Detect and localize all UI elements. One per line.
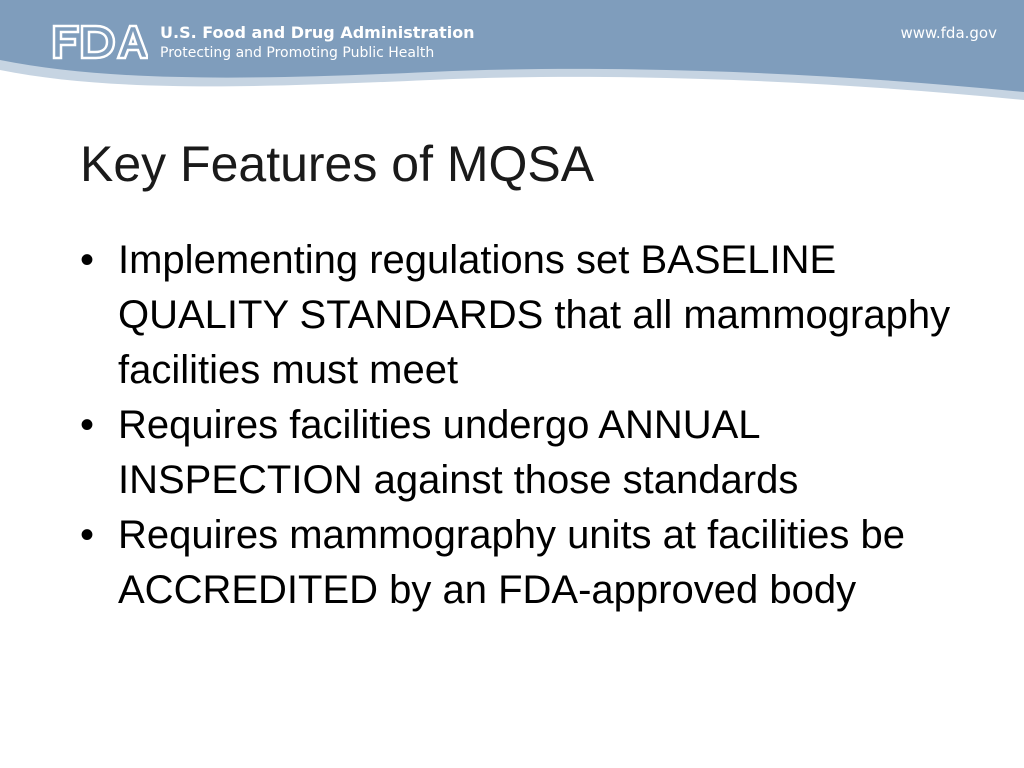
bullet-item: [78, 508, 978, 618]
bullet-point-icon: •: [80, 403, 95, 447]
header-swoosh: [0, 0, 1024, 110]
header-banner: [0, 0, 1024, 110]
bullet-item: [78, 233, 978, 398]
slide-title: Key Features of MQSA: [80, 136, 595, 192]
fda-logo-icon: [52, 22, 148, 62]
bullet-point-icon: •: [80, 238, 95, 282]
bullet-text: Requires mammography units at facilities be ACCREDITED by an FDA-approved body: [118, 513, 906, 612]
bullet-point-icon: •: [80, 513, 95, 557]
agency-name: U.S. Food and Drug Administration: [160, 23, 475, 42]
agency-tagline: Protecting and Promoting Public Health: [160, 45, 435, 61]
website-link[interactable]: www.fda.gov: [900, 24, 997, 42]
bullet-list: [78, 233, 978, 618]
bullet-item: [78, 398, 978, 508]
bullet-text: Requires facilities undergo ANNUAL INSPECTION against those standards: [118, 403, 799, 502]
bullet-text: Implementing regulations set BASELINE QUALITY STANDARDS that all mammography facilities must meet: [118, 238, 951, 392]
